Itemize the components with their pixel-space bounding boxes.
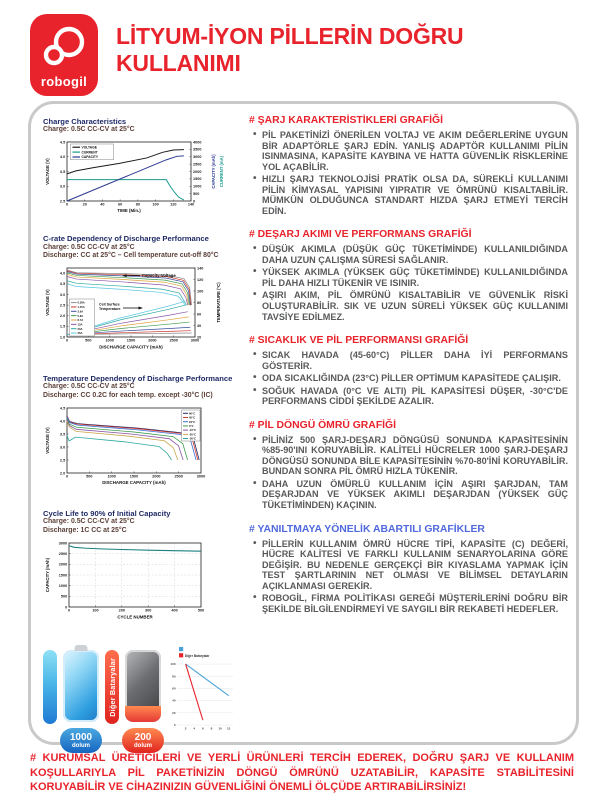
svg-text:60°C: 60°C	[189, 411, 196, 415]
svg-text:3000: 3000	[58, 541, 68, 546]
svg-text:Cell Surface: Cell Surface	[99, 302, 120, 307]
svg-text:60: 60	[197, 312, 202, 317]
svg-text:500: 500	[86, 474, 93, 479]
chart-title: Charge Characteristics	[43, 117, 127, 126]
svg-text:100: 100	[197, 289, 204, 294]
battery-cap	[75, 645, 88, 651]
svg-text:80: 80	[135, 202, 140, 207]
section-title: # SICAKLIK VE PİL PERFORMANSI GRAFİĞİ	[249, 335, 469, 347]
svg-text:VOLTAGE: VOLTAGE	[81, 145, 97, 150]
svg-text:1000: 1000	[105, 338, 114, 343]
banner-label: Diğer Bataryalar	[107, 657, 117, 717]
bullet-item: • ROBOGİL, FİRMA POLİTİKASI GEREĞİ MÜŞTERİLERİNİ DOĞRU BİR ŞEKİLDE BİLGİLENDİRMEYİ VE SAYGILI BİR REKABETİ HEDEFLER.	[262, 593, 568, 614]
svg-text:-20°C: -20°C	[189, 432, 196, 436]
bullet-item: • PİLİNİZ 500 ŞARJ-DEŞARJ DÖNGÜSÜ SONUNDA KAPASİTESİNİN %85-90'INI KORUYABİLİR. KALİTELİ HÜCRELER 1000 ŞARJ-DEŞARJ DÖNGÜSÜ SONUNDA BİLE KAPASİTESİNİN %70-80'İNİ KORUYABİLİR. BUNDAN SONRA PİL ÖMRÜ HIZLA TÜKENİR.	[262, 435, 568, 477]
svg-text:2500: 2500	[174, 474, 183, 479]
svg-text:2500: 2500	[58, 552, 68, 557]
chart-subtitle: Discharge: CC at 25°C – Cell temperature cut-off 80°C	[43, 252, 219, 260]
svg-text:120: 120	[197, 277, 204, 282]
badge-value: 1000	[69, 731, 93, 743]
svg-text:140: 140	[187, 202, 195, 207]
chart-title: C-rate Dependency of Discharge Performance	[43, 234, 209, 244]
section-bullets	[249, 350, 568, 407]
svg-text:1000: 1000	[107, 474, 116, 479]
svg-text:1500: 1500	[129, 474, 139, 479]
svg-text:1.5: 1.5	[59, 324, 66, 329]
crate-discharge-plot	[43, 263, 239, 365]
svg-text:40: 40	[197, 323, 202, 328]
svg-text:TEMPERATURE (°C): TEMPERATURE (°C)	[216, 282, 221, 323]
svg-text:8: 8	[210, 726, 213, 731]
svg-text:-30°C: -30°C	[189, 437, 196, 441]
svg-text:2000: 2000	[193, 169, 202, 174]
battery-comparison-illustration	[43, 643, 241, 753]
svg-text:200: 200	[118, 609, 125, 614]
section-sicaklik-performans	[249, 335, 568, 407]
temperature-discharge-plot	[43, 403, 239, 500]
cycle-life-plot	[43, 537, 239, 631]
svg-text:1000: 1000	[193, 184, 202, 189]
svg-text:400: 400	[171, 609, 178, 614]
svg-text:4.0: 4.0	[59, 418, 66, 423]
svg-text:45°C: 45°C	[189, 416, 196, 420]
svg-text:80: 80	[197, 300, 202, 305]
other-batteries-banner	[105, 650, 119, 724]
chart-cycle-life	[43, 509, 241, 632]
bullet-item: • HIZLI ŞARJ TEKNOLOJİSİ PRATİK OLSA DA, SÜREKLİ KULLANIMI PİLİN KİMYASAL YAPISINI YIPRATIR VE ÖMRÜNÜ KISALTABİLİR. MÜMKÜN OLDUĞUNCA STANDART HIZDA ŞARJ ETMEYİ TERCİH EDİN.	[262, 174, 568, 216]
svg-text:20: 20	[82, 202, 87, 207]
bullet-item: • YÜKSEK AKIMLA (YÜKSEK GÜÇ TÜKETİMİNDE) KULLANILDIĞINDA PİL DAHA HIZLI TÜKENİR VE ISINIR.	[262, 267, 568, 288]
svg-text:2.5: 2.5	[59, 303, 66, 308]
svg-text:1000: 1000	[58, 584, 68, 589]
section-bullets	[249, 244, 568, 322]
full-battery-icon	[63, 650, 99, 722]
svg-text:VOLTAGE (V): VOLTAGE (V)	[45, 158, 50, 185]
text-column	[249, 112, 568, 736]
svg-text:-10°C: -10°C	[189, 428, 196, 432]
svg-text:Diğer Bataryalar: Diğer Bataryalar	[184, 654, 210, 659]
chart-subtitle: Charge: 0.5C CC-CV at 25°C	[43, 243, 135, 251]
section-pil-dongu-omru	[249, 420, 568, 511]
section-bullets	[249, 130, 568, 216]
chart-subtitle: Charge: 0.5C CC-CV at 25°C	[43, 383, 135, 391]
svg-text:CURRENT: CURRENT	[81, 150, 98, 155]
bullet-item: • ODA SICAKLIĞINDA (23°C) PİLLER OPTİMUM KAPASİTEDE ÇALIŞIR.	[262, 373, 568, 384]
badge-unit: dolum	[134, 742, 152, 749]
svg-text:CURRENT (mA): CURRENT (mA)	[219, 156, 224, 188]
svg-text:13A: 13A	[77, 323, 83, 327]
footer-text: # KURUMSAL ÜRETİCİLERİ VE YERLİ ÜRÜNLERİ TERCİH EDEREK, DOĞRU ŞARJ VE KULLANIM KOŞULLARIYLA PİL PAKETİNİZİN DÖNGÜ ÖMRÜNÜ UZATABİLİR, KAPASİTE STABİLİTESİNİ KORUYABİLİR VE CİHAZINIZIN GÜVENLİĞİNİ ÖNEMLİ ÖLÇÜDE ARTIRABİLİRSİNİZ!	[30, 752, 574, 794]
bullet-item: • PİL PAKETİNİZİ ÖNERİLEN VOLTAJ VE AKIM DEĞERLERİNE UYGUN BİR ADAPTÖRLE ŞARJ EDİN. YANLIŞ ADAPTÖR KULLANIMI PİLİN ISINMASINA, KAPASİTE KAYBINA VE HATTA GÜVENLİK RİSKLERİNE YOL AÇABİLİR.	[262, 130, 568, 172]
bullet-item: • AŞIRI AKIM, PİL ÖMRÜNÜ KISALTABİLİR VE GÜVENLİK RİSKİ OLUŞTURABİLİR. SIK VE UZUN SÜRELİ YÜKSEK GÜÇ KULLANIMI TAVSİYE EDİLMEZ.	[262, 290, 568, 322]
logo-wordmark: robogil	[40, 74, 88, 89]
title-line-2: KULLANIMI	[116, 49, 241, 76]
charts-column	[43, 112, 241, 749]
svg-text:40: 40	[100, 202, 105, 207]
chart-subtitle: Charge: 0.5C CC-CV at 25°C	[43, 518, 135, 526]
bullet-item: • DAHA UZUN ÖMÜRLÜ KULLANIM İÇİN AŞIRI ŞARJDAN, TAM DEŞARJDAN VE YÜKSEK AKIMLI DEŞARJDAN (YÜKSEK GÜÇ TÜKETİMİNDEN) KAÇININ.	[262, 479, 568, 511]
chart-temperature-discharge	[43, 374, 241, 500]
svg-text:Temperature: Temperature	[99, 307, 121, 312]
svg-text:60: 60	[118, 202, 123, 207]
svg-text:2.9A: 2.9A	[77, 310, 84, 314]
svg-text:2500: 2500	[193, 162, 202, 167]
svg-text:0°C: 0°C	[189, 424, 194, 428]
page-title	[116, 23, 463, 77]
header	[30, 14, 582, 96]
section-title: # PİL DÖNGÜ ÖMRÜ GRAFİĞİ	[249, 419, 397, 431]
chart-subtitle: Discharge: 1C CC at 25°C	[43, 526, 127, 534]
bad-battery-column	[122, 643, 164, 753]
chart-title: Cycle Life to 90% of Initial Capacity	[43, 508, 171, 518]
svg-text:12: 12	[227, 726, 231, 731]
svg-text:4.0: 4.0	[59, 271, 66, 276]
svg-text:0: 0	[65, 605, 68, 610]
svg-text:1.0: 1.0	[59, 335, 66, 340]
svg-text:500: 500	[193, 192, 200, 197]
svg-text:CAPACITY: CAPACITY	[81, 155, 99, 160]
svg-text:25A: 25A	[77, 331, 83, 335]
svg-text:DISCHARGE CAPACITY (mAh): DISCHARGE CAPACITY (mAh)	[99, 344, 163, 350]
svg-text:20A: 20A	[77, 327, 83, 331]
empty-battery-icon	[125, 650, 161, 722]
svg-text:3000: 3000	[193, 155, 202, 160]
svg-text:500: 500	[197, 609, 205, 614]
svg-text:120: 120	[170, 202, 177, 207]
good-battery-badge	[60, 728, 102, 753]
svg-text:1500: 1500	[58, 573, 68, 578]
footer	[30, 751, 574, 795]
section-sarj-karakteristikleri	[249, 115, 568, 216]
svg-text:DISCHARGE CAPACITY (mAh): DISCHARGE CAPACITY (mAh)	[102, 479, 166, 485]
svg-text:100: 100	[170, 662, 176, 667]
svg-text:2.5: 2.5	[59, 199, 66, 204]
svg-text:140: 140	[197, 266, 204, 271]
bullet-item: • SOĞUK HAVADA (0°C VE ALTI) PİL KAPASİTESİ DÜŞER, -30°C'DE PERFORMANS CİDDİ ŞEKİLDE AZALIR.	[262, 386, 568, 407]
badge-value: 200	[134, 731, 152, 743]
chart-subtitle: Charge: 0.5C CC-CV at 25°C	[43, 126, 135, 134]
svg-text:TIME (Min.): TIME (Min.)	[117, 208, 141, 214]
section-bullets	[249, 435, 568, 511]
svg-text:0: 0	[65, 338, 69, 343]
svg-text:2.0: 2.0	[59, 313, 66, 318]
svg-text:1.45A: 1.45A	[77, 305, 85, 309]
svg-text:3.5: 3.5	[59, 169, 66, 174]
svg-text:2.5: 2.5	[59, 457, 66, 462]
svg-text:100: 100	[152, 202, 159, 207]
svg-text:60: 60	[172, 686, 176, 691]
svg-text:8.7A: 8.7A	[77, 318, 84, 322]
bullet-item: • SICAK HAVADA (45-60°C) PİLLER DAHA İYİ PERFORMANS GÖSTERİR.	[262, 350, 568, 371]
svg-text:3000: 3000	[196, 474, 206, 479]
svg-text:4: 4	[193, 726, 196, 731]
svg-text:0: 0	[173, 723, 176, 728]
bullet-item: • DÜŞÜK AKIMLA (DÜŞÜK GÜÇ TÜKETİMİNDE) KULLANILDIĞINDA DAHA UZUN ÇALIŞMA SÜRESİ SAĞLANIR.	[262, 244, 568, 265]
svg-text:2000: 2000	[58, 562, 68, 567]
svg-text:500: 500	[60, 594, 68, 599]
svg-text:CAPACITY (mAh): CAPACITY (mAh)	[211, 154, 216, 189]
svg-text:80: 80	[172, 674, 176, 679]
chart-subtitle: Discharge: CC 0.2C for each temp. except -30°C (IC)	[43, 391, 213, 399]
svg-text:4000: 4000	[193, 140, 202, 145]
svg-text:3.5: 3.5	[59, 431, 66, 436]
svg-text:VOLTAGE (V): VOLTAGE (V)	[45, 289, 50, 316]
svg-text:20: 20	[172, 711, 176, 716]
bad-battery-badge	[122, 728, 164, 753]
svg-text:3.5: 3.5	[59, 282, 66, 287]
robogil-logo	[30, 14, 98, 96]
section-title: # DEŞARJ AKIMI VE PERFORMANS GRAFİĞİ	[249, 229, 472, 241]
svg-text:3500: 3500	[193, 147, 202, 152]
svg-text:VOLTAGE (V): VOLTAGE (V)	[45, 426, 50, 454]
svg-text:0: 0	[65, 202, 69, 207]
battery-comparison-plot	[167, 645, 237, 740]
svg-text:6: 6	[202, 726, 204, 731]
good-battery-column	[60, 643, 102, 753]
badge-unit: dolum	[72, 742, 90, 749]
svg-text:4.5: 4.5	[59, 405, 66, 410]
battery-low-fill	[125, 706, 161, 722]
battery-cap	[137, 650, 150, 651]
svg-text:23°C: 23°C	[189, 420, 196, 424]
svg-text:3.0: 3.0	[59, 184, 66, 189]
svg-text:500: 500	[85, 338, 92, 343]
section-title: # YANILTMAYA YÖNELİK ABARTILI GRAFİKLER	[249, 523, 485, 535]
svg-text:3.0: 3.0	[59, 292, 66, 297]
section-bullets	[249, 539, 568, 615]
svg-text:2500: 2500	[169, 338, 178, 343]
svg-text:1500: 1500	[193, 177, 202, 182]
svg-text:2000: 2000	[152, 474, 161, 479]
svg-text:3.0: 3.0	[59, 444, 66, 449]
svg-text:2000: 2000	[148, 338, 157, 343]
section-title: # ŞARJ KARAKTERİSTİKLERİ GRAFİĞİ	[249, 115, 443, 126]
svg-text:CYCLE NUMBER: CYCLE NUMBER	[117, 614, 153, 620]
section-desarj-akimi	[249, 229, 568, 322]
svg-text:2: 2	[184, 726, 187, 731]
svg-text:3000: 3000	[190, 338, 200, 343]
svg-text:100: 100	[92, 609, 99, 614]
blue-battery-bar	[43, 650, 57, 724]
title-line-1: LİTYUM-İYON PİLLERİN DOĞRU	[116, 23, 464, 49]
svg-text:Capacity-Voltage: Capacity-Voltage	[142, 272, 176, 278]
svg-text:2.0: 2.0	[59, 470, 66, 475]
robogil-logo-icon	[30, 20, 98, 72]
svg-text:4.5: 4.5	[59, 140, 66, 145]
svg-text:40: 40	[172, 699, 176, 704]
svg-text:0: 0	[67, 609, 71, 614]
svg-text:0: 0	[193, 199, 196, 204]
svg-text:CAPACITY (mAh): CAPACITY (mAh)	[45, 558, 50, 593]
svg-text:5.8A: 5.8A	[77, 314, 84, 318]
svg-text:4.0: 4.0	[59, 155, 66, 160]
chart-title: Temperature Dependency of Discharge Performance	[43, 373, 233, 383]
chart-charge-characteristics	[43, 117, 241, 225]
svg-text:300: 300	[145, 609, 152, 614]
svg-text:20: 20	[197, 335, 202, 340]
chart-crate-discharge	[43, 234, 241, 365]
svg-text:1500: 1500	[126, 338, 136, 343]
svg-text:10: 10	[218, 726, 222, 731]
svg-text:0: 0	[65, 474, 69, 479]
section-yaniltici-grafikler	[249, 524, 568, 615]
svg-text:0.58A: 0.58A	[77, 301, 85, 305]
content-card	[28, 101, 579, 749]
charge-characteristics-plot	[43, 137, 239, 225]
bullet-item: • PİLLERİN KULLANIM ÖMRÜ HÜCRE TİPİ, KAPASİTE (C) DEĞERİ, HÜCRE KALİTESİ VE FARKLI KULLANIM SENARYOLARINA GÖRE DEĞİŞİR. BU NEDENLE GERÇEKÇİ BİR KIYASLAMA YAPMAK İÇİN TEST ŞARTLARININ NET OLMASI VE BİLİMSEL DETAYLARIN AÇIKLANMASI GEREKİR.	[262, 539, 568, 592]
